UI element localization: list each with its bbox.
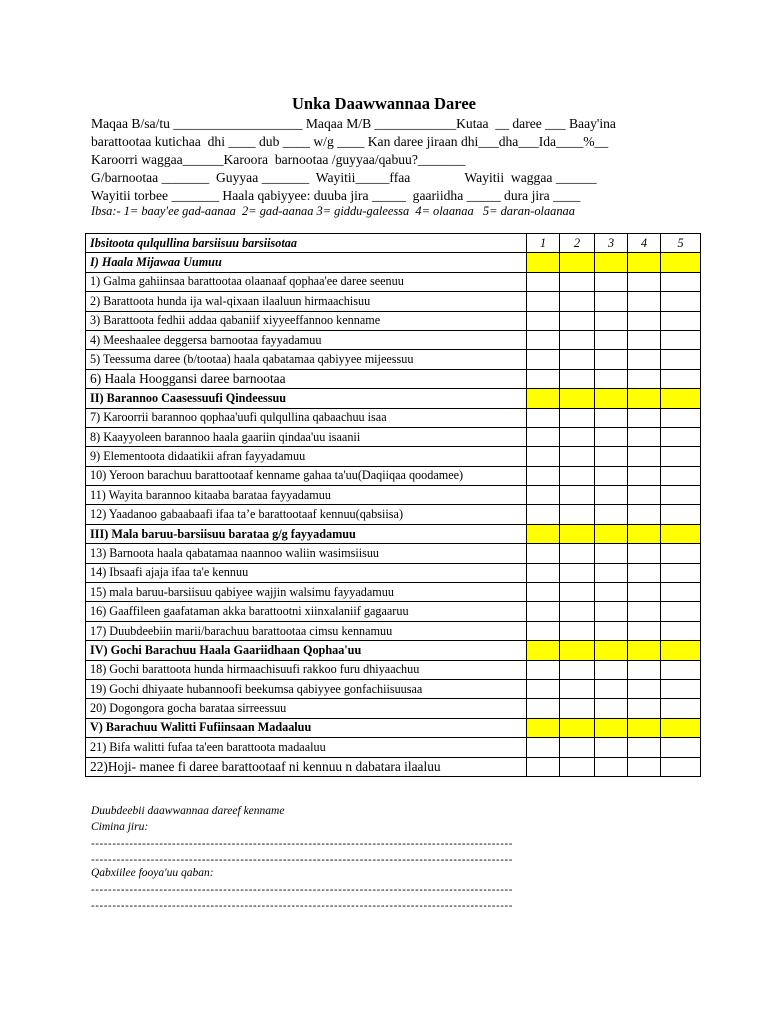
- header-line-school: Maqaa B/sa/tu ___________________ Maqaa M/B ____________Kutaa __ daree ___ Baay'ina: [91, 116, 616, 131]
- rating-cell-3[interactable]: [595, 427, 628, 446]
- criterion-label: 1) Galma gahiinsaa barattootaa olaanaaf qophaa'ee daree seenuu: [86, 272, 527, 291]
- section-highlight-cell: [628, 718, 661, 737]
- criterion-row: [86, 466, 701, 485]
- rating-cell-5[interactable]: [661, 330, 701, 349]
- section-highlight-cell: [628, 641, 661, 660]
- rating-cell-2[interactable]: [560, 757, 595, 776]
- criterion-row: [86, 563, 701, 582]
- rating-cell-4[interactable]: [628, 699, 661, 718]
- header-line-plan: Karoorri waggaa______Karoora barnootaa /guyyaa/qabuu?_______: [91, 152, 466, 167]
- rating-cell-2[interactable]: [560, 505, 595, 524]
- rating-cell-3[interactable]: [595, 350, 628, 369]
- rating-cell-3[interactable]: [595, 466, 628, 485]
- table-header-label: Ibsitoota qulqullina barsiisuu barsiisotaa: [86, 234, 527, 253]
- section-highlight-cell: [628, 389, 661, 408]
- rating-cell-1[interactable]: [527, 544, 560, 563]
- feedback-label: Duubdeebii daawwannaa dareef kenname: [91, 805, 285, 817]
- rating-cell-4[interactable]: [628, 369, 661, 388]
- rating-cell-3[interactable]: [595, 699, 628, 718]
- rating-cell-3[interactable]: [595, 563, 628, 582]
- rating-cell-1[interactable]: [527, 602, 560, 621]
- rating-cell-3[interactable]: [595, 679, 628, 698]
- header-line-subject: G/barnootaa _______ Guyyaa _______ Wayitii_____ffaa Wayitii waggaa ______: [91, 170, 597, 185]
- criterion-label: 12) Yaadanoo gabaabaafi ifaa ta’e barattootaaf kennuu(qabsiisa): [86, 505, 527, 524]
- criterion-label: 22)Hoji- manee fi daree barattootaaf ni kennuu n dabatara ilaaluu: [86, 757, 527, 776]
- section-row: [86, 718, 701, 737]
- rating-cell-4[interactable]: [628, 292, 661, 311]
- section-highlight-cell: [661, 718, 701, 737]
- rating-cell-1[interactable]: [527, 447, 560, 466]
- rating-cell-1[interactable]: [527, 738, 560, 757]
- strengths-line-2[interactable]: ---------------------------------------------------------------------------------------------------: [91, 854, 514, 866]
- rating-cell-5[interactable]: [661, 408, 701, 427]
- rating-cell-3[interactable]: [595, 738, 628, 757]
- header-line-students: barattootaa kutichaa dhi ____ dub ____ w/g ____ Kan daree jiraan dhi___dha___Ida____%__: [91, 134, 609, 149]
- criterion-row: [86, 621, 701, 640]
- criterion-row: [86, 738, 701, 757]
- rating-cell-1[interactable]: [527, 660, 560, 679]
- rating-cell-1[interactable]: [527, 486, 560, 505]
- criterion-label: 17) Duubdeebiin marii/barachuu barattootaa cimsu kennamuu: [86, 621, 527, 640]
- rating-cell-4[interactable]: [628, 679, 661, 698]
- rating-cell-2[interactable]: [560, 330, 595, 349]
- section-row: [86, 389, 701, 408]
- rating-cell-4[interactable]: [628, 311, 661, 330]
- rating-cell-5[interactable]: [661, 292, 701, 311]
- rating-cell-4[interactable]: [628, 602, 661, 621]
- rating-cell-5[interactable]: [661, 602, 701, 621]
- rating-cell-5[interactable]: [661, 679, 701, 698]
- section-highlight-cell: [595, 253, 628, 272]
- section-row: [86, 641, 701, 660]
- rating-cell-2[interactable]: [560, 621, 595, 640]
- criterion-label: 18) Gochi barattoota hunda hirmaachisuufi rakkoo furu dhiyaachuu: [86, 660, 527, 679]
- rating-cell-3[interactable]: [595, 272, 628, 291]
- rating-header-4: 4: [628, 234, 661, 253]
- rating-cell-3[interactable]: [595, 757, 628, 776]
- page-title: Unka Daawwannaa Daree: [292, 94, 476, 113]
- rating-cell-5[interactable]: [661, 486, 701, 505]
- rating-header-1: 1: [527, 234, 560, 253]
- criterion-label: 7) Karoorrii barannoo qophaa'uufi qulqullina qabaachuu isaa: [86, 408, 527, 427]
- rating-cell-3[interactable]: [595, 330, 628, 349]
- section-row: [86, 253, 701, 272]
- criterion-label: 13) Barnoota haala qabatamaa naannoo waliin wasimsiisuu: [86, 544, 527, 563]
- rating-cell-2[interactable]: [560, 486, 595, 505]
- rating-cell-1[interactable]: [527, 272, 560, 291]
- section-highlight-cell: [560, 524, 595, 543]
- rating-cell-1[interactable]: [527, 427, 560, 446]
- rating-cell-5[interactable]: [661, 272, 701, 291]
- rating-cell-2[interactable]: [560, 602, 595, 621]
- rating-cell-5[interactable]: [661, 621, 701, 640]
- criterion-row: [86, 330, 701, 349]
- section-highlight-cell: [527, 253, 560, 272]
- rating-cell-2[interactable]: [560, 660, 595, 679]
- criterion-row: [86, 447, 701, 466]
- rating-cell-3[interactable]: [595, 621, 628, 640]
- rating-cell-4[interactable]: [628, 350, 661, 369]
- weakness-line-2[interactable]: ---------------------------------------------------------------------------------------------------: [91, 900, 514, 912]
- weakness-line-1[interactable]: ---------------------------------------------------------------------------------------------------: [91, 884, 514, 896]
- rating-cell-5[interactable]: [661, 447, 701, 466]
- section-highlight-cell: [595, 718, 628, 737]
- rating-cell-4[interactable]: [628, 757, 661, 776]
- rating-cell-1[interactable]: [527, 466, 560, 485]
- section-highlight-cell: [595, 389, 628, 408]
- rating-cell-5[interactable]: [661, 563, 701, 582]
- rating-cell-4[interactable]: [628, 563, 661, 582]
- criterion-row: [86, 679, 701, 698]
- rating-cell-4[interactable]: [628, 330, 661, 349]
- criterion-label: 6) Haala Hooggansi daree barnootaa: [86, 369, 527, 388]
- rating-cell-2[interactable]: [560, 369, 595, 388]
- rating-cell-3[interactable]: [595, 292, 628, 311]
- rating-cell-2[interactable]: [560, 427, 595, 446]
- rating-cell-5[interactable]: [661, 311, 701, 330]
- rating-cell-3[interactable]: [595, 660, 628, 679]
- section-row: [86, 524, 701, 543]
- criterion-label: 20) Dogongora gocha barataa sirreessuu: [86, 699, 527, 718]
- criterion-row: [86, 292, 701, 311]
- criterion-label: 21) Bifa walitti fufaa ta'een barattoota madaaluu: [86, 738, 527, 757]
- criterion-row: [86, 602, 701, 621]
- rating-cell-1[interactable]: [527, 699, 560, 718]
- section-highlight-cell: [560, 253, 595, 272]
- rating-header-5: 5: [661, 234, 701, 253]
- rating-cell-4[interactable]: [628, 621, 661, 640]
- rating-cell-2[interactable]: [560, 544, 595, 563]
- criterion-row: [86, 757, 701, 776]
- criterion-row: [86, 427, 701, 446]
- criterion-label: 14) Ibsaafi ajaja ifaa ta'e kennuu: [86, 563, 527, 582]
- section-highlight-cell: [527, 718, 560, 737]
- rating-cell-5[interactable]: [661, 427, 701, 446]
- rating-cell-4[interactable]: [628, 427, 661, 446]
- rating-cell-5[interactable]: [661, 369, 701, 388]
- criterion-label: 10) Yeroon barachuu barattootaaf kenname gahaa ta'uu(Daqiiqaa qoodamee): [86, 466, 527, 485]
- section-label: V) Barachuu Walitti Fufiinsaan Madaaluu: [86, 718, 527, 737]
- rating-header-3: 3: [595, 234, 628, 253]
- rating-cell-4[interactable]: [628, 272, 661, 291]
- rating-cell-2[interactable]: [560, 272, 595, 291]
- criterion-row: [86, 350, 701, 369]
- rating-cell-4[interactable]: [628, 544, 661, 563]
- rating-cell-5[interactable]: [661, 544, 701, 563]
- criterion-label: 3) Barattoota fedhii addaa qabaniif xiyyeeffannoo kenname: [86, 311, 527, 330]
- rating-cell-4[interactable]: [628, 466, 661, 485]
- rating-cell-1[interactable]: [527, 621, 560, 640]
- section-highlight-cell: [595, 524, 628, 543]
- rating-header-2: 2: [560, 234, 595, 253]
- rating-cell-2[interactable]: [560, 311, 595, 330]
- rating-cell-1[interactable]: [527, 350, 560, 369]
- rating-cell-4[interactable]: [628, 447, 661, 466]
- rating-cell-4[interactable]: [628, 738, 661, 757]
- rating-cell-2[interactable]: [560, 738, 595, 757]
- section-label: III) Mala baruu-barsiisuu barataa g/g fayyadamuu: [86, 524, 527, 543]
- rating-cell-5[interactable]: [661, 505, 701, 524]
- criterion-row: [86, 272, 701, 291]
- section-highlight-cell: [560, 718, 595, 737]
- section-highlight-cell: [661, 389, 701, 408]
- rating-cell-1[interactable]: [527, 757, 560, 776]
- criterion-row: [86, 544, 701, 563]
- criterion-label: 9) Elementoota didaatikii afran fayyadamuu: [86, 447, 527, 466]
- header-line-period: Wayitii torbee _______ Haala qabiyyee: duuba jira _____ gaariidha _____ dura jira ____: [91, 188, 581, 203]
- rating-cell-2[interactable]: [560, 563, 595, 582]
- rating-cell-5[interactable]: [661, 757, 701, 776]
- rating-cell-1[interactable]: [527, 408, 560, 427]
- rating-cell-2[interactable]: [560, 408, 595, 427]
- section-highlight-cell: [560, 389, 595, 408]
- section-highlight-cell: [661, 524, 701, 543]
- criterion-label: 2) Barattoota hunda ija wal-qixaan ilaaluun hirmaachisuu: [86, 292, 527, 311]
- rating-cell-5[interactable]: [661, 660, 701, 679]
- criterion-row: [86, 699, 701, 718]
- rating-cell-3[interactable]: [595, 486, 628, 505]
- table-header-row: [86, 234, 701, 253]
- rating-cell-4[interactable]: [628, 408, 661, 427]
- rating-cell-3[interactable]: [595, 369, 628, 388]
- rating-cell-3[interactable]: [595, 408, 628, 427]
- rating-cell-1[interactable]: [527, 292, 560, 311]
- criterion-row: [86, 408, 701, 427]
- section-highlight-cell: [628, 524, 661, 543]
- rating-cell-1[interactable]: [527, 583, 560, 602]
- rating-cell-4[interactable]: [628, 583, 661, 602]
- rating-cell-4[interactable]: [628, 660, 661, 679]
- criterion-label: 16) Gaaffileen gaafataman akka barattootni xiinxalaniif gagaaruu: [86, 602, 527, 621]
- strengths-label: Cimina jiru:: [91, 821, 149, 833]
- rating-cell-4[interactable]: [628, 505, 661, 524]
- section-label: II) Barannoo Caasessuufi Qindeessuu: [86, 389, 527, 408]
- criterion-row: [86, 486, 701, 505]
- section-highlight-cell: [560, 641, 595, 660]
- scale-legend: Ibsa:- 1= baay'ee gad-aanaa 2= gad-aanaa 3= giddu-galeessa 4= olaanaa 5= daran-olaanaa: [91, 204, 575, 218]
- observation-table: [85, 233, 701, 777]
- criterion-label: 19) Gochi dhiyaate hubannoofi beekumsa qabiyyee gonfachiisuusaa: [86, 679, 527, 698]
- criterion-label: 4) Meeshaalee deggersa barnootaa fayyadamuu: [86, 330, 527, 349]
- criterion-label: 15) mala baruu-barsiisuu qabiyee wajjin walsimu fayyadamuu: [86, 583, 527, 602]
- section-highlight-cell: [661, 641, 701, 660]
- section-label: IV) Gochi Barachuu Haala Gaariidhaan Qophaa'uu: [86, 641, 527, 660]
- rating-cell-1[interactable]: [527, 311, 560, 330]
- rating-cell-2[interactable]: [560, 466, 595, 485]
- criterion-row: [86, 505, 701, 524]
- rating-cell-3[interactable]: [595, 505, 628, 524]
- section-highlight-cell: [527, 641, 560, 660]
- rating-cell-5[interactable]: [661, 583, 701, 602]
- rating-cell-1[interactable]: [527, 563, 560, 582]
- criterion-label: 11) Wayita barannoo kitaaba barataa fayyadamuu: [86, 486, 527, 505]
- section-highlight-cell: [661, 253, 701, 272]
- rating-cell-2[interactable]: [560, 447, 595, 466]
- rating-cell-3[interactable]: [595, 544, 628, 563]
- rating-cell-3[interactable]: [595, 583, 628, 602]
- rating-cell-1[interactable]: [527, 505, 560, 524]
- rating-cell-2[interactable]: [560, 583, 595, 602]
- rating-cell-2[interactable]: [560, 350, 595, 369]
- criterion-row: [86, 369, 701, 388]
- rating-cell-5[interactable]: [661, 466, 701, 485]
- rating-cell-5[interactable]: [661, 699, 701, 718]
- criterion-label: 5) Teessuma daree (b/tootaa) haala qabatamaa qabiyyee mijeessuu: [86, 350, 527, 369]
- criterion-row: [86, 583, 701, 602]
- criterion-label: 8) Kaayyoleen barannoo haala gaariin qindaa'uu isaanii: [86, 427, 527, 446]
- strengths-line-1[interactable]: ---------------------------------------------------------------------------------------------------: [91, 838, 514, 850]
- rating-cell-2[interactable]: [560, 292, 595, 311]
- rating-cell-2[interactable]: [560, 699, 595, 718]
- weakness-label: Qabxiilee fooya'uu qaban:: [91, 867, 214, 879]
- criterion-row: [86, 660, 701, 679]
- rating-cell-3[interactable]: [595, 602, 628, 621]
- rating-cell-2[interactable]: [560, 679, 595, 698]
- section-highlight-cell: [527, 389, 560, 408]
- rating-cell-5[interactable]: [661, 738, 701, 757]
- rating-cell-3[interactable]: [595, 447, 628, 466]
- rating-cell-3[interactable]: [595, 311, 628, 330]
- section-label: I) Haala Mijawaa Uumuu: [86, 253, 527, 272]
- section-highlight-cell: [595, 641, 628, 660]
- rating-cell-1[interactable]: [527, 330, 560, 349]
- criterion-row: [86, 311, 701, 330]
- section-highlight-cell: [628, 253, 661, 272]
- rating-cell-1[interactable]: [527, 679, 560, 698]
- rating-cell-4[interactable]: [628, 486, 661, 505]
- section-highlight-cell: [527, 524, 560, 543]
- rating-cell-1[interactable]: [527, 369, 560, 388]
- rating-cell-5[interactable]: [661, 350, 701, 369]
